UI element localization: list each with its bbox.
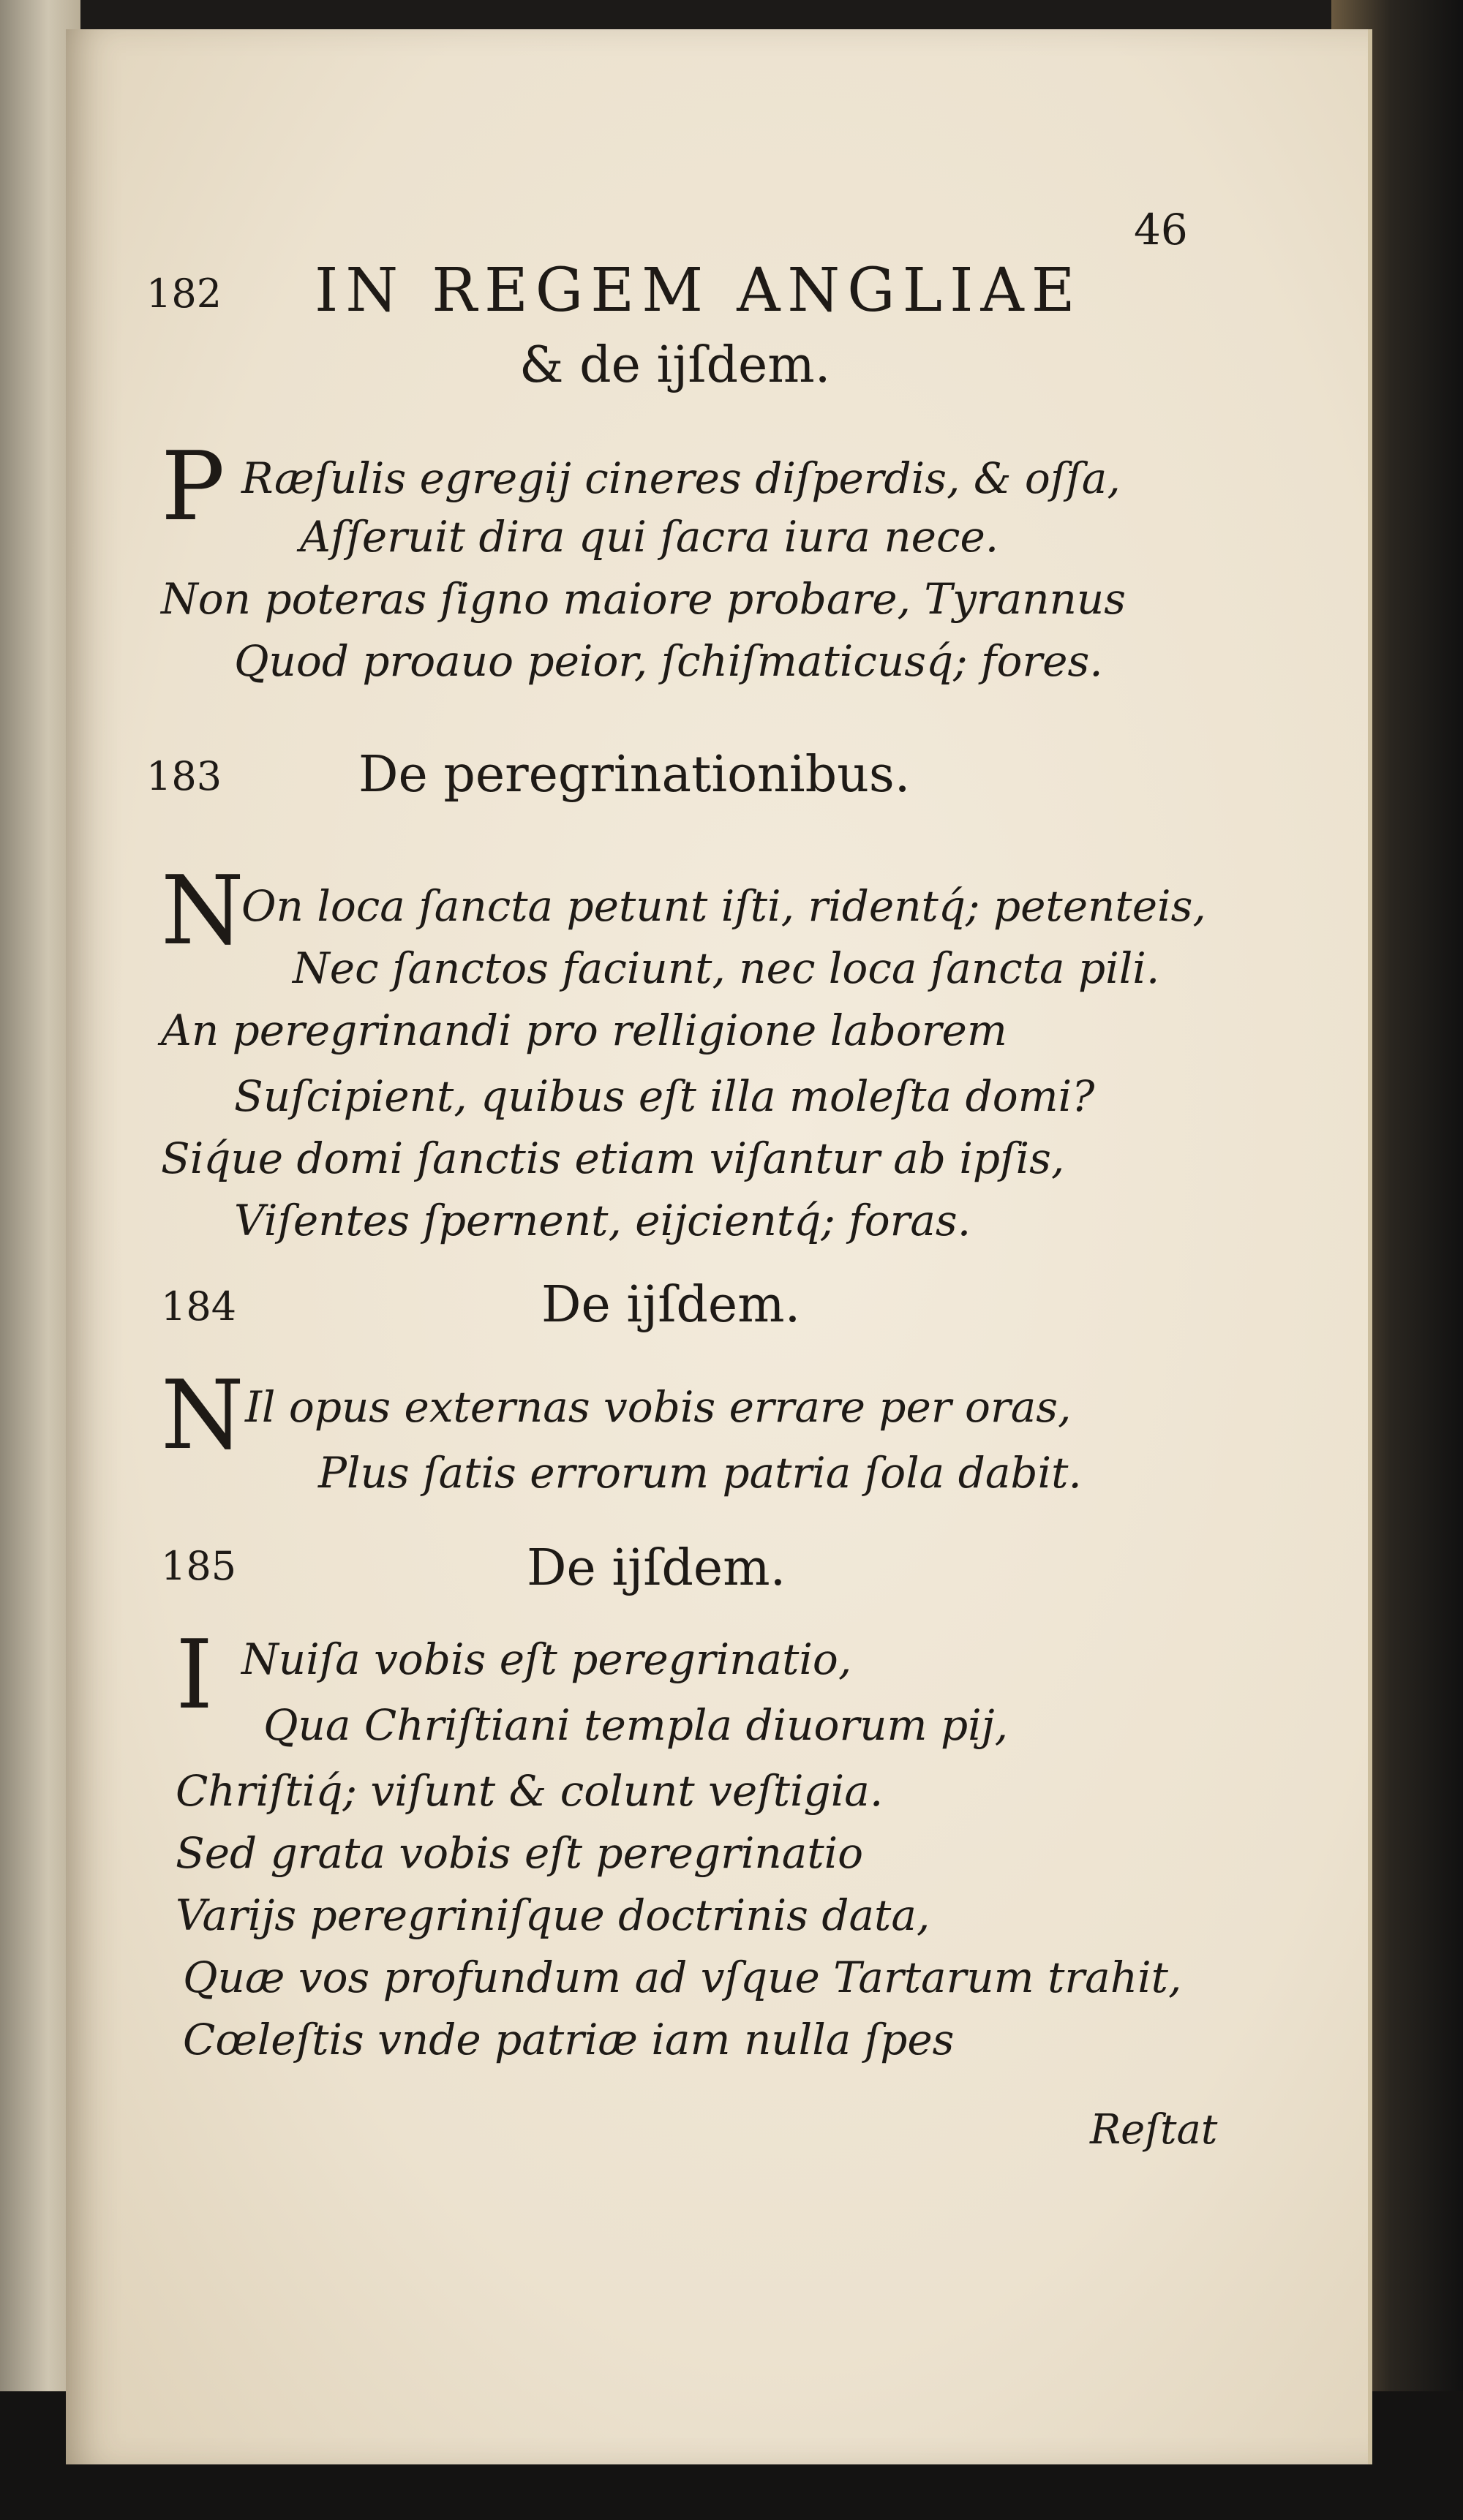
section-heading: De ijſdem. (541, 1276, 801, 1334)
book-page (66, 29, 1372, 2464)
verse-line: Aſſeruit dira qui ſacra iura nece. (300, 512, 999, 562)
verse-line: Nuiſa vobis eſt peregrinatio, (241, 1634, 852, 1684)
verse-line: An peregrinandi pro relligione laborem (161, 1006, 1007, 1055)
section-heading: & de ijſdem. (519, 336, 831, 394)
verse-line: Cœleſtis vnde patriæ iam nulla ſpes (183, 2015, 955, 2064)
verse-line: Non poteras ſigno maiore probare, Tyrannus (161, 574, 1127, 624)
verse-line: Qua Chriſtiani templa diuorum pij, (263, 1700, 1009, 1750)
drop-initial: I (176, 1619, 214, 1730)
verse-line: Quæ vos profundum ad vſque Tartarum trahit, (183, 1953, 1182, 2002)
verse-line: Plus ſatis errorum patria ſola dabit. (318, 1448, 1082, 1498)
verse-line: Ræſulis egregij cineres diſperdis, & oſſa, (241, 453, 1121, 503)
drop-initial: N (161, 1359, 244, 1471)
verse-line: Varijs peregriniſque doctrinis data, (176, 1890, 930, 1940)
verse-line: Quod proauo peior, ſchiſmaticusq́; fores. (234, 636, 1103, 686)
epigram-number: 184 (161, 1283, 237, 1329)
verse-line: Suſcipient, quibus eſt illa moleſta domi? (234, 1071, 1095, 1121)
page-number: 182 (146, 271, 222, 317)
section-heading: De peregrinationibus. (358, 746, 911, 804)
epigram-number: 185 (161, 1543, 237, 1589)
page-text (66, 29, 1368, 2464)
folio-number: 46 (1134, 205, 1188, 254)
verse-line: Siq́ue domi ſanctis etiam viſantur ab ipſis, (161, 1133, 1065, 1183)
verse-line: Chriſtiq́; viſunt & colunt veſtigia. (176, 1766, 884, 1816)
drop-initial: P (161, 431, 225, 542)
verse-line: On loca ſancta petunt iſti, ridentq́; petenteis, (241, 881, 1206, 931)
verse-line: Sed grata vobis eſt peregrinatio (176, 1828, 864, 1878)
verse-line: Nec ſanctos faciunt, nec loca ſancta pili. (293, 943, 1160, 993)
running-head: IN REGEM ANGLIAE (315, 256, 1083, 325)
drop-initial: N (161, 855, 244, 966)
verse-line: Il opus externas vobis errare per oras, (245, 1382, 1072, 1432)
epigram-number: 183 (146, 753, 222, 799)
catchword: Reſtat (1090, 2106, 1218, 2154)
verse-line: Viſentes ſpernent, eijcientq́; foras. (234, 1196, 971, 1245)
section-heading: De ijſdem. (527, 1539, 786, 1597)
